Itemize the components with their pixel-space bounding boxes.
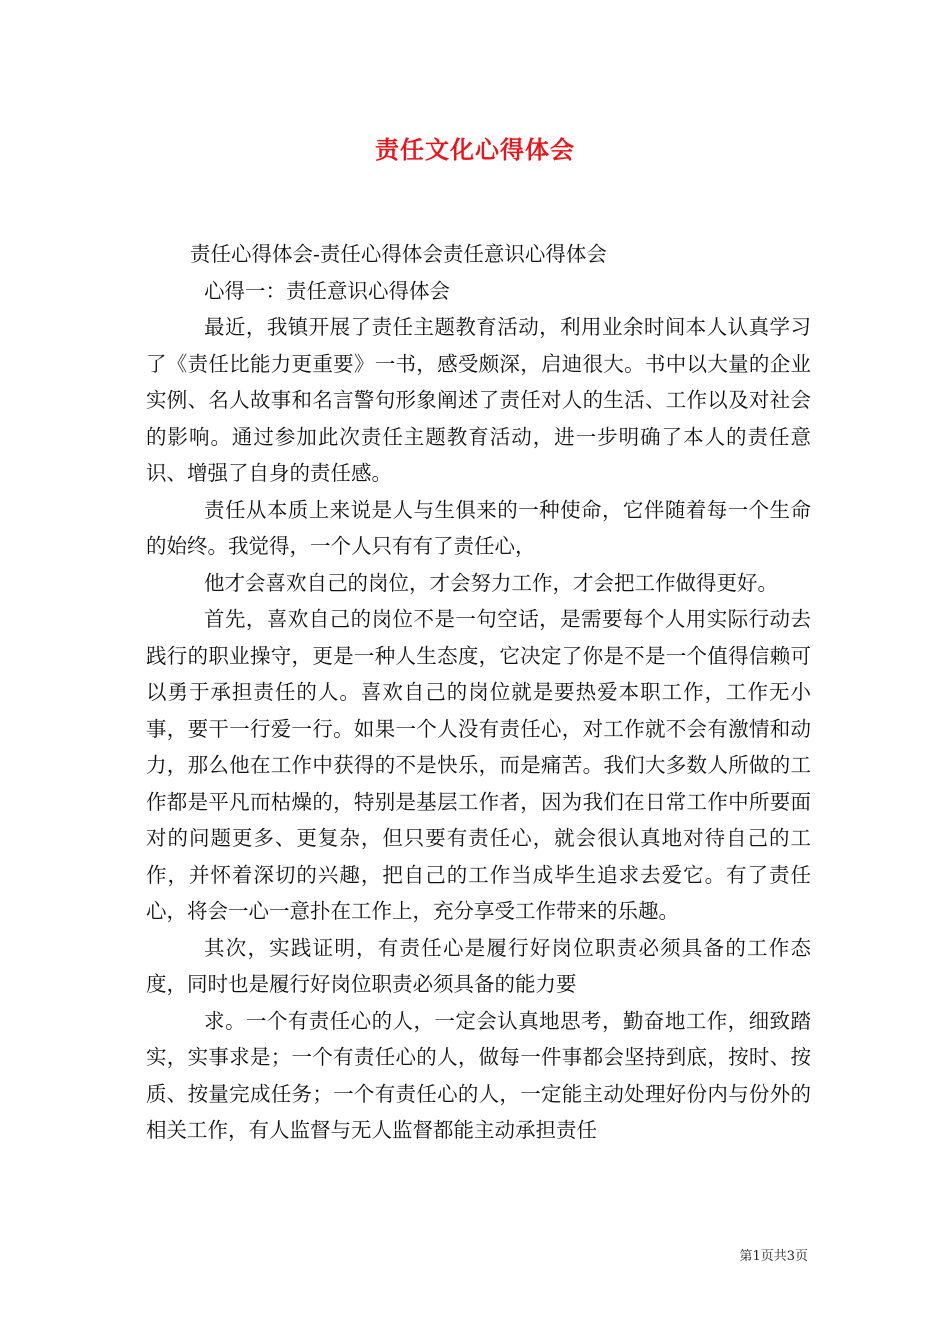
paragraph-section-heading: 心得一：责任意识心得体会 bbox=[204, 278, 450, 303]
document-title: 责任文化心得体会 bbox=[375, 135, 575, 164]
paragraph-second-point: 其次，实践证明，有责任心是履行好岗位职责必须具备的工作态度，同时也是履行好岗位职责必须具备的能力要 bbox=[146, 935, 811, 996]
page-number-footer: 第1页共3页 bbox=[739, 1249, 808, 1264]
paragraph-intro: 最近，我镇开展了责任主题教育活动，利用业余时间本人认真学习了《责任比能力更重要》一书，感受颇深，启迪很大。书中以大量的企业实例、名人故事和名言警句形象阐述了责任对人的生活、工作以及对社会的影响。通过参加此次责任主题教育活动，进一步明确了本人的责任意识、增强了自身的责任感。 bbox=[146, 315, 811, 485]
paragraph-requirement: 求。一个有责任心的人，一定会认真地思考，勤奋地工作，细致踏实，实事求是；一个有责任心的人，做每一件事都会坚持到底，按时、按质、按量完成任务；一个有责任心的人，一定能主动处理好份内与份外的相关工作，有人监督与无人监督都能主动承担责任 bbox=[146, 1008, 811, 1142]
paragraph-love-job: 他才会喜欢自己的岗位，才会努力工作，才会把工作做得更好。 bbox=[204, 570, 778, 595]
document-body bbox=[146, 236, 811, 1149]
paragraph-subtitle: 责任心得体会-责任心得体会责任意识心得体会 bbox=[190, 242, 607, 266]
paragraph-first-point: 首先，喜欢自己的岗位不是一句空话，是需要每个人用实际行动去践行的职业操守，更是一种人生态度，它决定了你是不是一个值得信赖可以勇于承担责任的人。喜欢自己的岗位就是要热爱本职工作，工作无小事，要干一行爱一行。如果一个人没有责任心，对工作就不会有激情和动力，那么他在工作中获得的不是快乐，而是痛苦。我们大多数人所做的工作都是平凡而枯燥的，特别是基层工作者，因为我们在日常工作中所要面对的问题更多、更复杂，但只要有责任心，就会很认真地对待自己的工作，并怀着深切的兴趣，把自己的工作当成毕生追求去爱它。有了责任心，将会一心一意扑在工作上，充分享受工作带来的乐趣。 bbox=[146, 607, 811, 923]
paragraph-essence: 责任从本质上来说是人与生俱来的一种使命，它伴随着每一个生命的始终。我觉得，一个人只有有了责任心， bbox=[146, 497, 811, 558]
